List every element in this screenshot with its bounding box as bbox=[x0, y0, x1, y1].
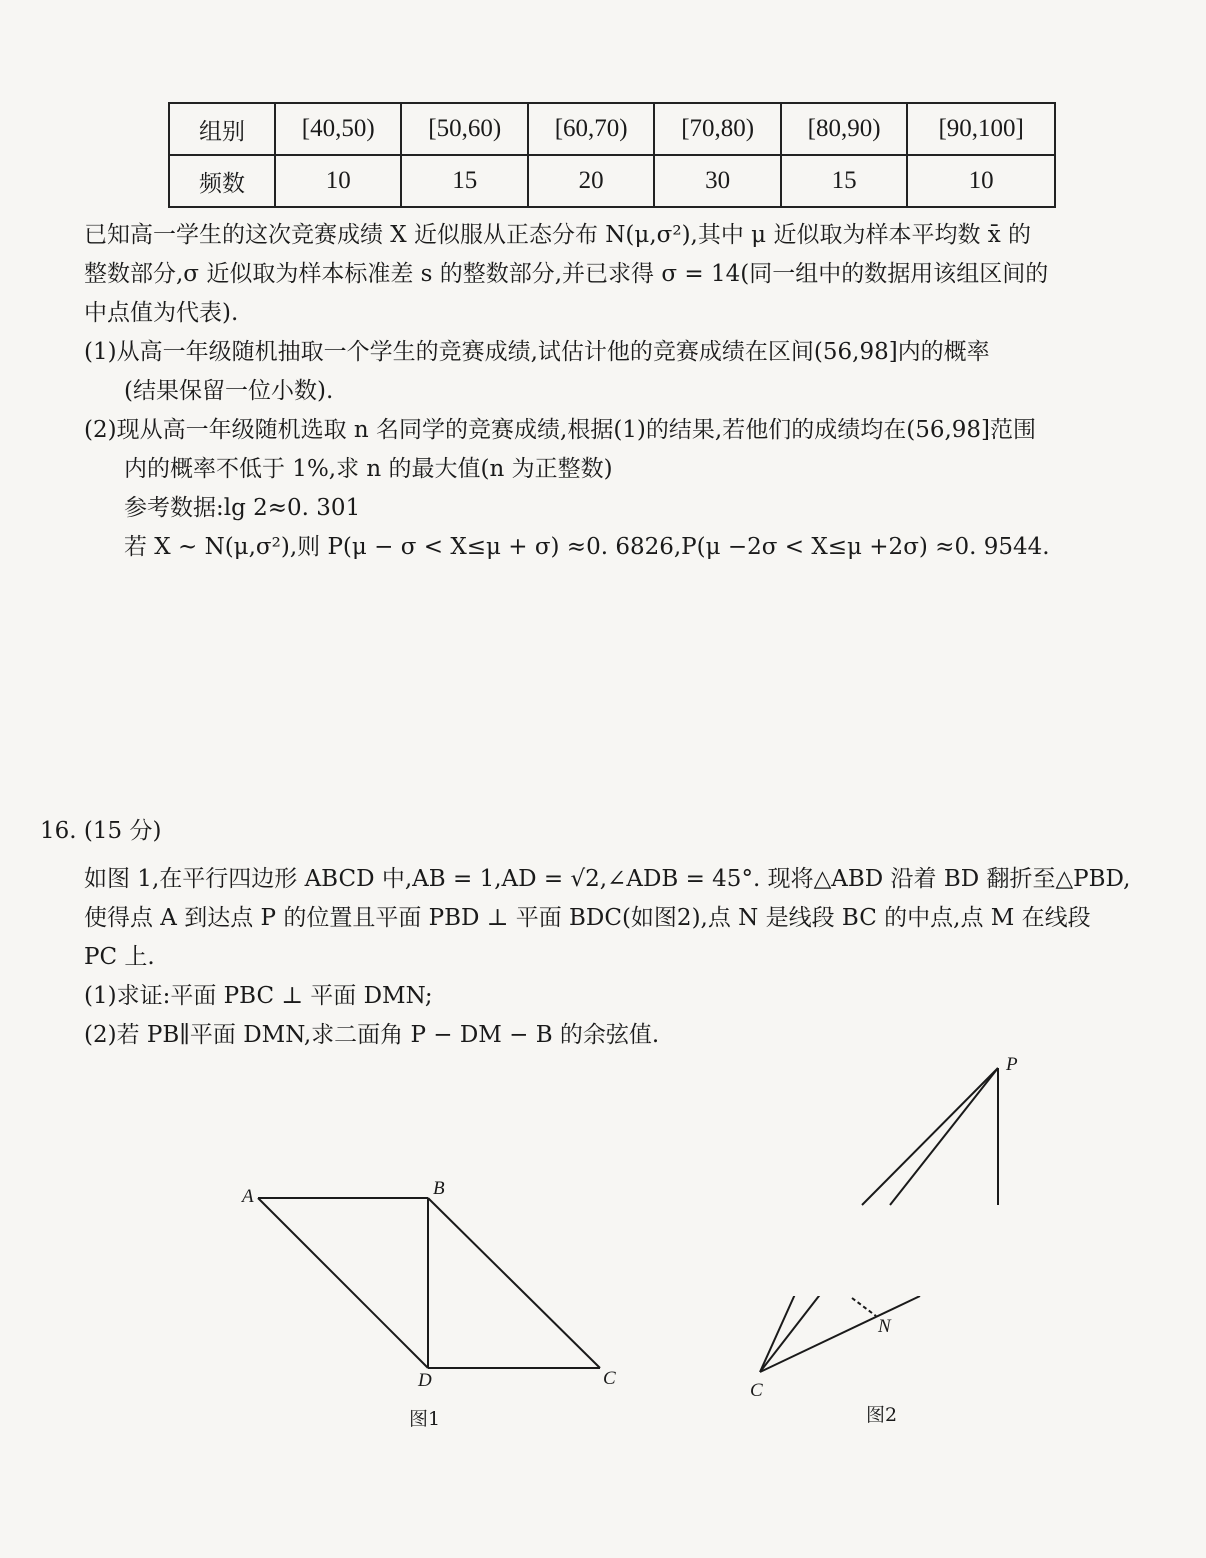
figure1-parallelogram bbox=[258, 1198, 600, 1368]
label-p: P bbox=[1006, 1054, 1018, 1075]
table-cell-interval: [60,70) bbox=[528, 103, 654, 155]
edge-bc bbox=[428, 1198, 600, 1368]
q15-paragraph-line1: 已知高一学生的这次竞赛成绩 X 近似服从正态分布 N(μ,σ²),其中 μ 近似取为样本平均数 x̄ 的 bbox=[84, 222, 1032, 248]
table-cell-frequency: 20 bbox=[528, 155, 654, 207]
label-c2: C bbox=[750, 1380, 763, 1401]
edge-pd bbox=[890, 1068, 998, 1205]
table-header-group: 组别 bbox=[169, 103, 275, 155]
question-number: 16. bbox=[40, 818, 77, 844]
table-cell-frequency: 15 bbox=[781, 155, 907, 207]
edge-hidden-dashed bbox=[852, 1298, 876, 1316]
figure2-obscured-region bbox=[790, 1206, 1000, 1296]
label-d: D bbox=[418, 1370, 432, 1391]
table-cell-frequency: 10 bbox=[907, 155, 1055, 207]
table-cell-interval: [90,100] bbox=[907, 103, 1055, 155]
edge-pb bbox=[862, 1068, 998, 1205]
figure2-caption: 图2 bbox=[866, 1404, 898, 1426]
edge-cn bbox=[760, 1296, 920, 1372]
q15-paragraph-line2: 整数部分,σ 近似取为样本标准差 s 的整数部分,并已求得 σ = 14(同一组中的数据用该组区间的 bbox=[84, 261, 1049, 287]
table-cell-interval: [70,80) bbox=[654, 103, 780, 155]
q15-sub1-line2: (结果保留一位小数). bbox=[124, 378, 334, 404]
table-cell-interval: [50,60) bbox=[401, 103, 527, 155]
label-a: A bbox=[242, 1186, 254, 1207]
label-b: B bbox=[433, 1178, 445, 1199]
q16-paragraph-line1: 如图 1,在平行四边形 ABCD 中,AB = 1,AD = √2,∠ADB = 45°. 现将△ABD 沿着 BD 翻折至△PBD, bbox=[84, 866, 1131, 892]
question-score: (15 分) bbox=[83, 818, 162, 844]
q15-paragraph-line3: 中点值为代表). bbox=[84, 300, 239, 326]
figure1-caption: 图1 bbox=[409, 1408, 441, 1430]
edge-da bbox=[258, 1198, 428, 1368]
table-header-frequency: 频数 bbox=[169, 155, 275, 207]
q15-normal-dist-reference: 若 X ~ N(μ,σ²),则 P(μ − σ < X≤μ + σ) ≈0. 6826,P(μ −2σ < X≤μ +2σ) ≈0. 9544. bbox=[124, 534, 1050, 560]
table-cell-frequency: 10 bbox=[275, 155, 401, 207]
q16-sub2: (2)若 PB∥平面 DMN,求二面角 P − DM − B 的余弦值. bbox=[84, 1022, 660, 1048]
table-cell-interval: [40,50) bbox=[275, 103, 401, 155]
q15-sub2-line2: 内的概率不低于 1%,求 n 的最大值(n 为正整数) bbox=[124, 456, 613, 482]
q16-sub1: (1)求证:平面 PBC ⊥ 平面 DMN; bbox=[84, 983, 433, 1009]
label-n: N bbox=[878, 1316, 891, 1337]
q16-paragraph-line2: 使得点 A 到达点 P 的位置且平面 PBD ⊥ 平面 BDC(如图2),点 N 是线段 BC 的中点,点 M 在线段 bbox=[84, 905, 1091, 931]
label-c: C bbox=[603, 1368, 616, 1389]
table-cell-frequency: 15 bbox=[401, 155, 527, 207]
q16-paragraph-line3: PC 上. bbox=[84, 944, 155, 970]
q15-sub1-line1: (1)从高一年级随机抽取一个学生的竞赛成绩,试估计他的竞赛成绩在区间(56,98]内的概率 bbox=[84, 339, 990, 365]
q15-reference-data: 参考数据:lg 2≈0. 301 bbox=[124, 495, 361, 521]
q15-sub2-line1: (2)现从高一年级随机选取 n 名同学的竞赛成绩,根据(1)的结果,若他们的成绩均在(56,98]范围 bbox=[84, 417, 1037, 443]
table-cell-interval: [80,90) bbox=[781, 103, 907, 155]
table-cell-frequency: 30 bbox=[654, 155, 780, 207]
